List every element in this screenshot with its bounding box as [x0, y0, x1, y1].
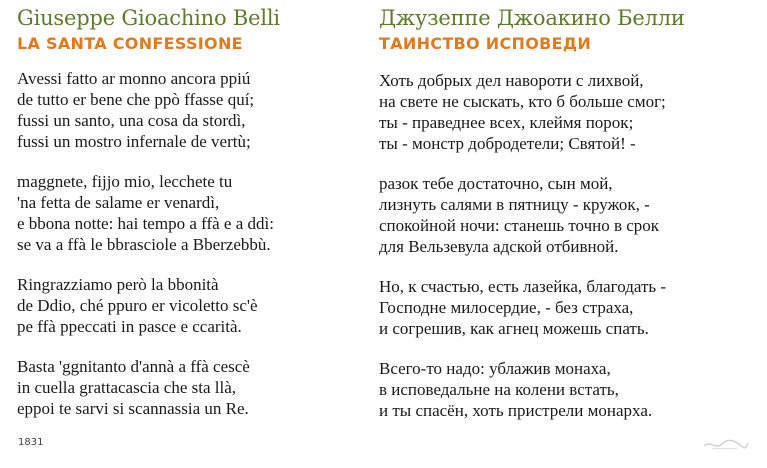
year-label: 1831 — [18, 437, 44, 448]
poet-name: Giuseppe Gioachino Belli — [17, 6, 280, 30]
poem-line: разок тебе достаточно, сын мой, — [379, 174, 613, 193]
poem-text — [17, 68, 367, 419]
poem-line: maggnete, fijjo mio, lecchete tu — [17, 172, 233, 191]
poem-line: для Вельзевула адской отбивной. — [379, 237, 619, 256]
poem-line: Ringrazziamo però la bbonità — [17, 275, 219, 294]
poem-line: fussi un santo, una cosa da stordì, — [17, 111, 246, 130]
poem-line: se va a ffà le bbrasciole a Bberzebbù. — [17, 235, 271, 254]
translation-poem-column — [379, 0, 759, 440]
poem-text-translation — [379, 70, 759, 421]
poem-title: LA SANTA CONFESSIONE — [17, 34, 243, 53]
stanza — [17, 68, 367, 152]
poem-line: ты - праведнее всех, клеймя порок; — [379, 113, 634, 132]
poem-line: в исповедальне на колени встать, — [379, 380, 619, 399]
poem-line: Basta 'ggnitanto d'annà a ffà cescè — [17, 357, 250, 376]
stanza — [379, 276, 759, 339]
poem-line: 'na fetta de salame er venardì, — [17, 193, 220, 212]
poem-line: e bbona notte: hai tempo a ffà e a ddì: — [17, 214, 274, 233]
poem-line: eppoi te sarvi si scannassia un Re. — [17, 399, 249, 418]
stanza — [17, 171, 367, 255]
poem-line: Хоть добрых дел навороти с лихвой, — [379, 71, 644, 90]
original-poem-column — [17, 0, 367, 438]
poem-line: de Ddio, ché ppuro er vicoletto sc'è — [17, 296, 258, 315]
poem-line: лизнуть салями в пятницу - кружок, - — [379, 195, 650, 214]
poem-line: in cuella grattacascia che sta llà, — [17, 378, 236, 397]
stanza — [379, 70, 759, 154]
stanza — [17, 274, 367, 337]
poem-title-translation: ТАИНСТВО ИСПОВЕДИ — [379, 34, 592, 53]
poem-line: и ты спасён, хоть пристрели монарха. — [379, 401, 653, 420]
poem-line: Avessi fatto ar monno ancora ppiú — [17, 69, 251, 88]
stanza — [379, 173, 759, 257]
stanza — [17, 356, 367, 419]
poem-line: и согрешив, как агнец можешь спать. — [379, 319, 649, 338]
poet-name-translation: Джузеппе Джоакино Белли — [379, 6, 685, 30]
poem-line: Но, к счастью, есть лазейка, благодать - — [379, 277, 667, 296]
poem-line: спокойной ночи: станешь точно в срок — [379, 216, 660, 235]
poem-line: de tutto er bene che ppò ffasse quí; — [17, 90, 255, 109]
poem-line: Господне милосердие, - без страха, — [379, 298, 634, 317]
poem-line: pe ffà ppeccati in pasce e ccarità. — [17, 317, 242, 336]
poem-line: на свете не сыскать, кто б больше смог; — [379, 92, 666, 111]
poem-line: ты - монстр добродетели; Святой! - — [379, 134, 636, 153]
signature-watermark-icon — [700, 434, 750, 454]
stanza — [379, 358, 759, 421]
poem-line: Всего-то надо: ублажив монаха, — [379, 359, 611, 378]
poem-line: fussi un mostro infernale de vertù; — [17, 132, 251, 151]
